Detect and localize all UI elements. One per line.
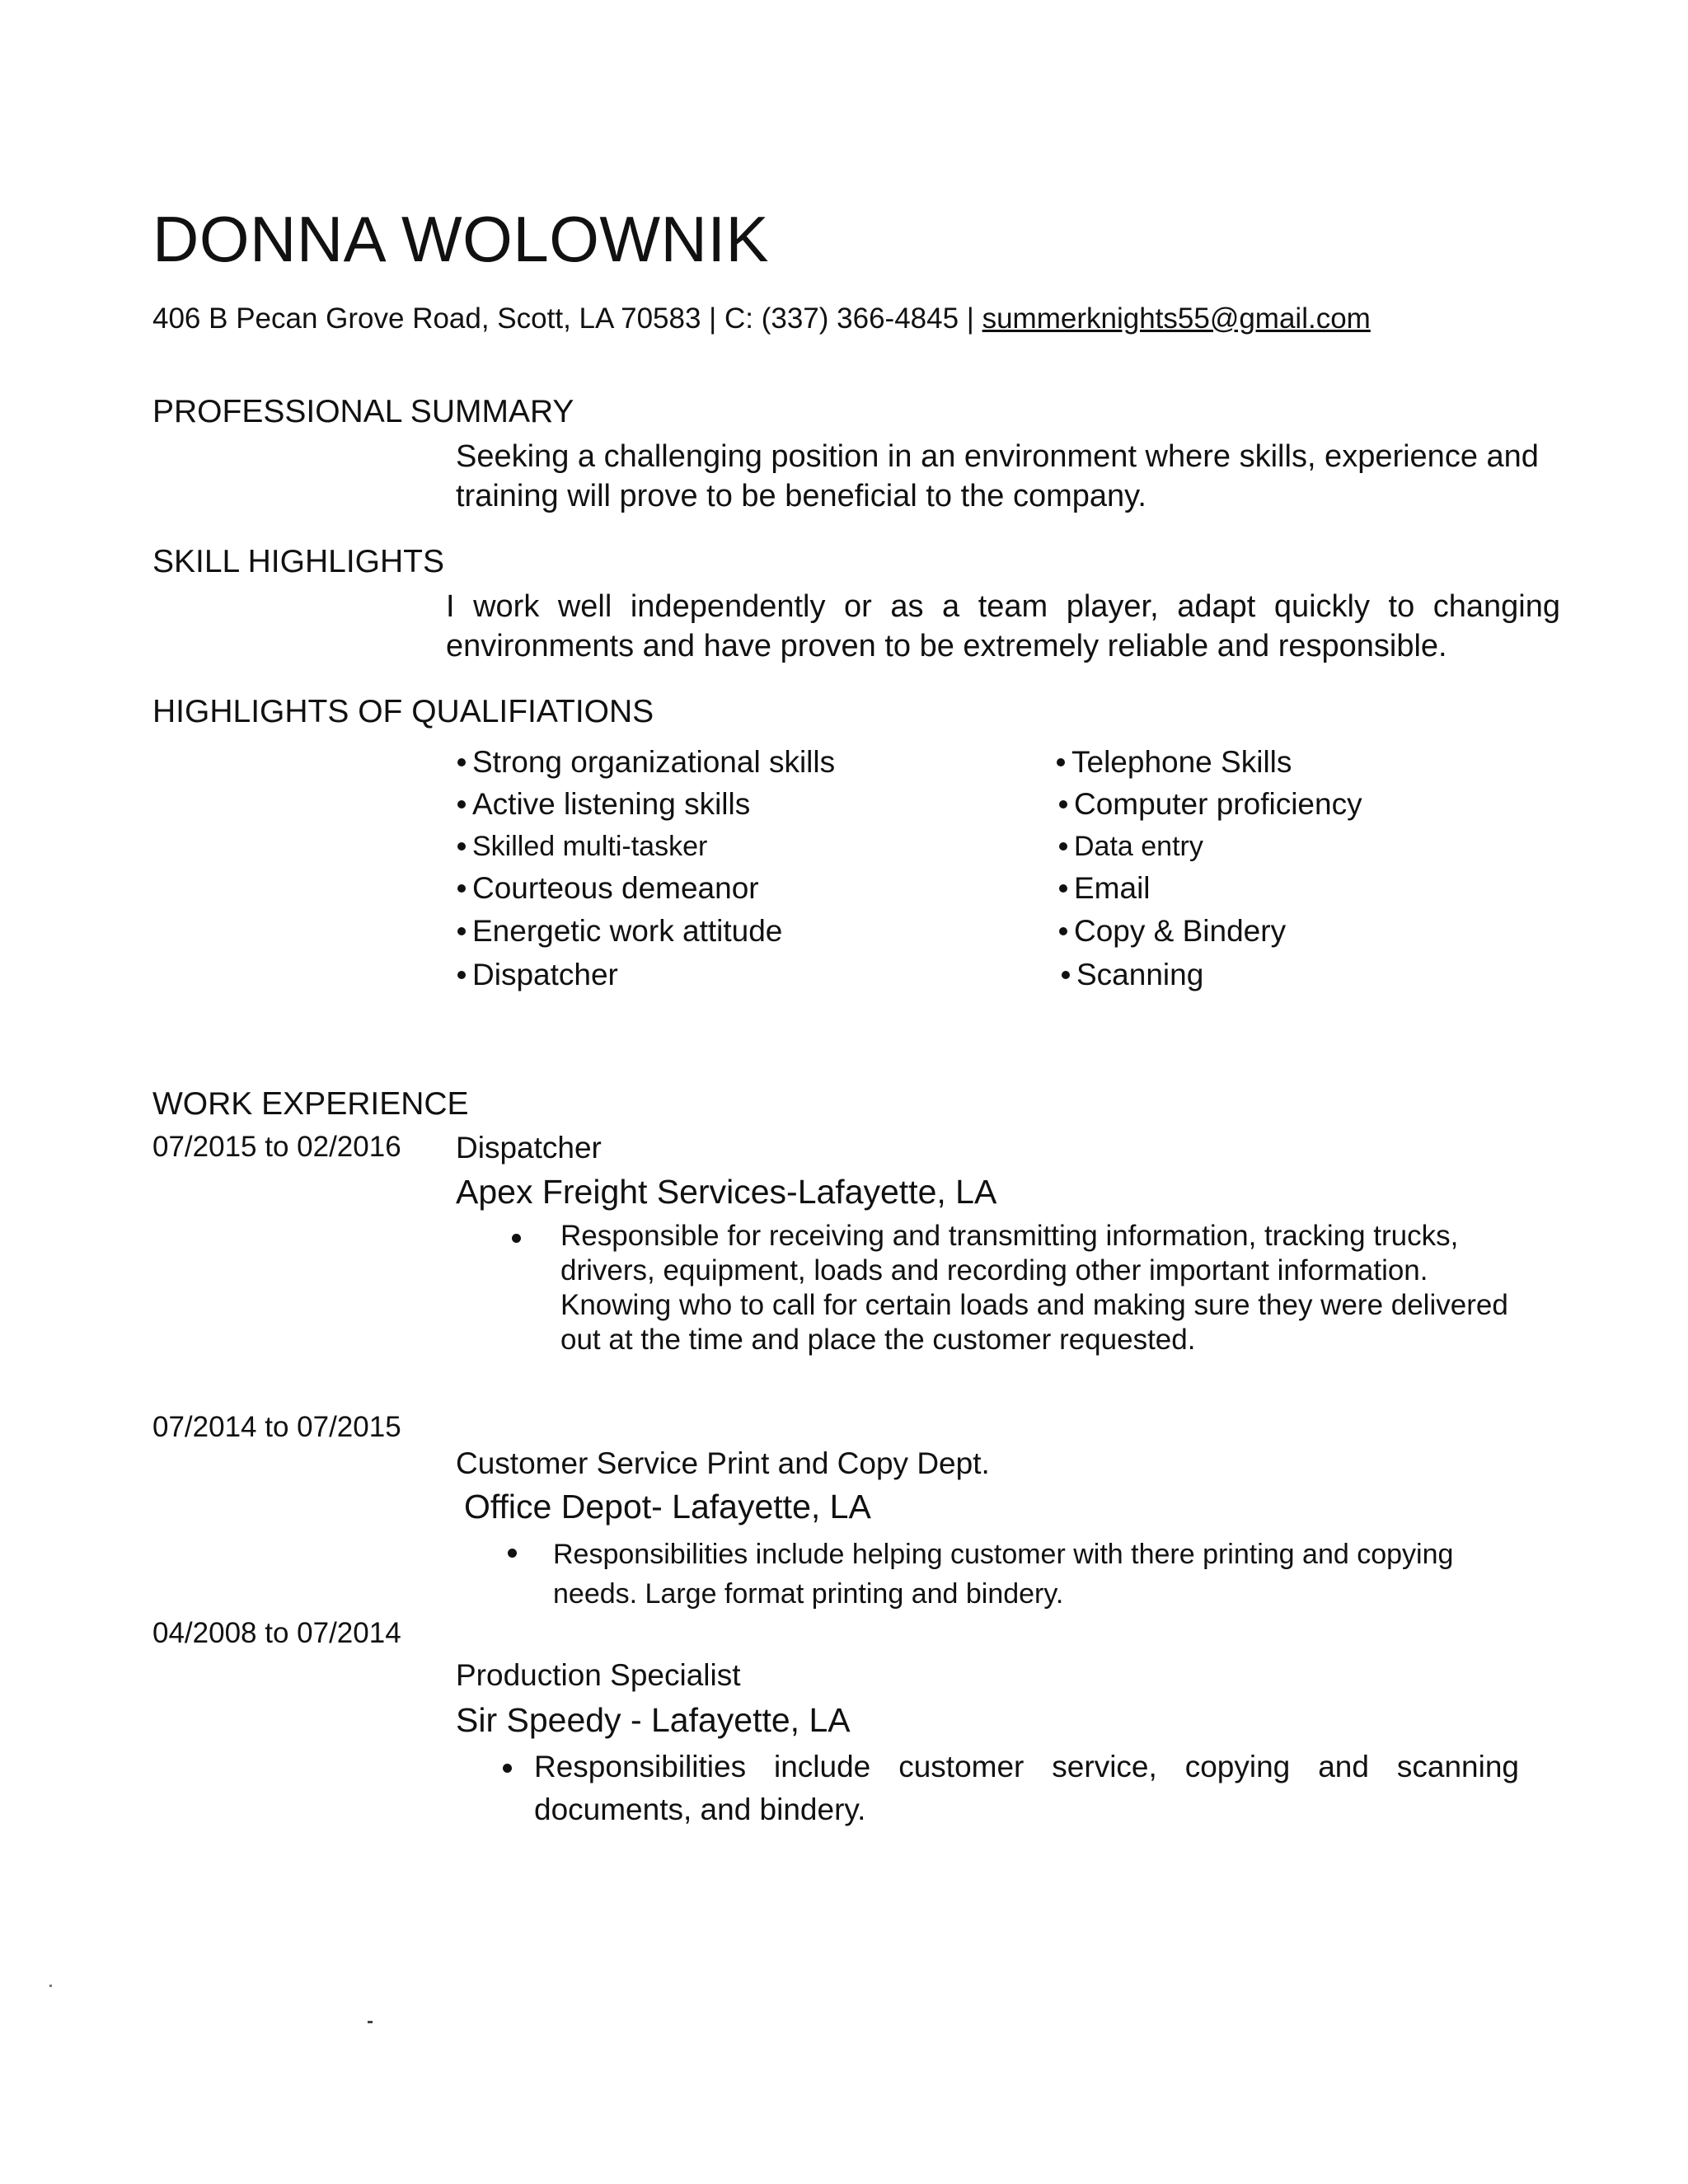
job-description: Responsible for receiving and transmitting information, tracking trucks, drivers, equipment, loads and recording other important information. Knowing who to call for certain loads and making sure they were delivered out at the time and place the customer requested. — [560, 1220, 1508, 1356]
qualification-item: Active listening skills — [457, 787, 750, 822]
qualification-item: Email — [1059, 871, 1151, 906]
skills-text: I work well independently or as a team player, adapt quickly to changing environments and have proven to be extremely reliable and responsible. — [446, 589, 1560, 663]
bullet-icon — [1062, 971, 1070, 979]
bullet-icon — [457, 758, 466, 766]
qualification-item: Strong organizational skills — [457, 745, 835, 780]
job-dates: 04/2008 to 07/2014 — [152, 1617, 401, 1649]
qualification-item: Energetic work attitude — [457, 914, 782, 949]
candidate-name: DONNA WOLOWNIK — [152, 203, 770, 275]
qualification-item: Skilled multi-tasker — [457, 831, 707, 863]
bullet-icon — [457, 800, 466, 808]
bullet-icon — [457, 884, 466, 893]
qualification-item: Telephone Skills — [1057, 745, 1292, 780]
bullet-icon — [1057, 758, 1065, 766]
qualification-item: Scanning — [1062, 958, 1203, 992]
qualification-item: Copy & Bindery — [1059, 914, 1286, 949]
bullet-icon — [457, 971, 466, 979]
experience-heading: WORK EXPERIENCE — [152, 1086, 469, 1122]
summary-text: Seeking a challenging position in an environment where skills, experience and training will prove to be beneficial to the company. — [456, 439, 1539, 513]
job-dates: 07/2014 to 07/2015 — [152, 1411, 401, 1443]
bullet-icon — [508, 1549, 517, 1558]
scan-speck — [49, 1985, 52, 1987]
job-role: Customer Service Print and Copy Dept. — [456, 1446, 990, 1480]
job-description: Responsibilities include customer service, copying and scanning documents, and bindery. — [534, 1750, 1519, 1826]
qualification-item: Courteous demeanor — [457, 871, 759, 906]
bullet-icon — [1059, 800, 1067, 808]
skills-heading: SKILL HIGHLIGHTS — [152, 544, 444, 579]
job-company: Sir Speedy - Lafayette, LA — [456, 1701, 851, 1739]
contact-details: 406 B Pecan Grove Road, Scott, LA 70583 | C: (337) 366-4845 | — [152, 302, 982, 335]
qualifications-heading: HIGHLIGHTS OF QUALIFIATIONS — [152, 694, 654, 729]
bullet-icon — [503, 1764, 512, 1773]
scan-speck — [368, 2021, 373, 2023]
job-company: Apex Freight Services-Lafayette, LA — [456, 1173, 997, 1211]
bullet-icon — [1059, 927, 1067, 935]
contact-line — [152, 302, 1371, 335]
qualification-item: Dispatcher — [457, 958, 618, 992]
job-role: Production Specialist — [456, 1658, 741, 1692]
email-link[interactable]: summerknights55@gmail.com — [982, 302, 1371, 335]
bullet-icon — [1059, 884, 1067, 893]
summary-heading: PROFESSIONAL SUMMARY — [152, 394, 574, 429]
qualification-item: Data entry — [1059, 831, 1203, 863]
job-role: Dispatcher — [456, 1131, 602, 1165]
qualification-item: Computer proficiency — [1059, 787, 1362, 822]
bullet-icon — [512, 1234, 521, 1243]
bullet-icon — [457, 842, 466, 851]
job-dates: 07/2015 to 02/2016 — [152, 1131, 401, 1163]
bullet-icon — [1059, 842, 1067, 851]
job-description: Responsibilities include helping customer with there printing and copying needs. Large format printing and bindery. — [553, 1539, 1454, 1610]
job-company: Office Depot- Lafayette, LA — [464, 1488, 871, 1526]
bullet-icon — [457, 927, 466, 935]
